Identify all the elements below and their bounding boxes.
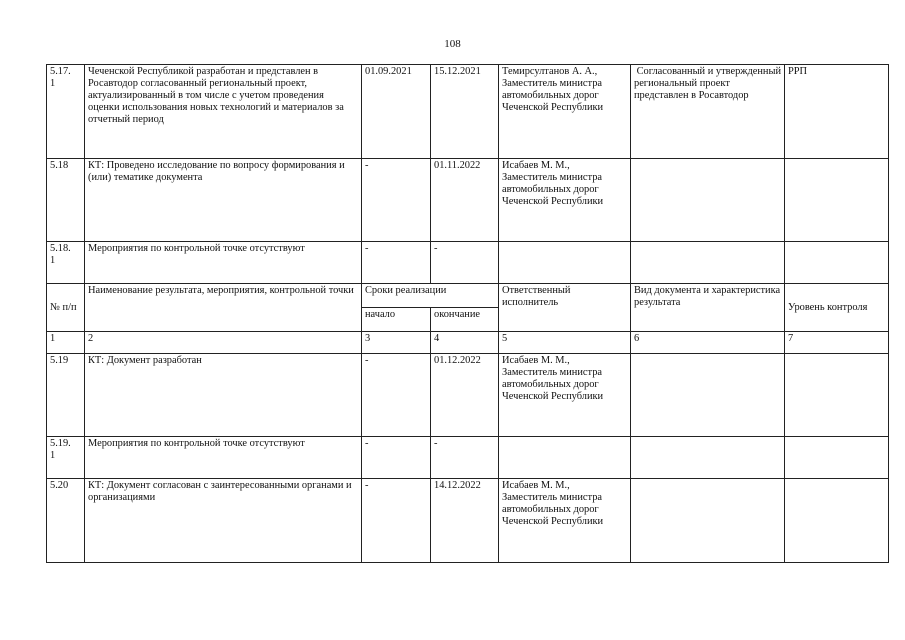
row-number: 5.20 bbox=[47, 479, 85, 563]
row-name: КТ: Проведено исследование по вопросу формирования и (или) тематике документа bbox=[85, 159, 362, 242]
column-number: 3 bbox=[362, 332, 431, 354]
row-name: Мероприятия по контрольной точке отсутствуют bbox=[85, 242, 362, 284]
row-level bbox=[785, 479, 889, 563]
row-level bbox=[785, 354, 889, 437]
row-end: - bbox=[431, 437, 499, 479]
row-document bbox=[631, 159, 785, 242]
header-start: начало bbox=[362, 308, 431, 332]
row-number: 5.19. 1 bbox=[47, 437, 85, 479]
column-number: 4 bbox=[431, 332, 499, 354]
row-end: 14.12.2022 bbox=[431, 479, 499, 563]
row-document bbox=[631, 437, 785, 479]
table-row bbox=[47, 242, 889, 284]
table-row bbox=[47, 437, 889, 479]
row-end: 15.12.2021 bbox=[431, 65, 499, 159]
header-level: Уровень контроля bbox=[785, 284, 889, 332]
row-start: - bbox=[362, 479, 431, 563]
row-responsible: Темирсултанов А. А., Заместитель министра автомобильных дорог Чеченской Республики bbox=[499, 65, 631, 159]
row-responsible bbox=[499, 242, 631, 284]
row-number: 5.17. 1 bbox=[47, 65, 85, 159]
document-table bbox=[46, 64, 889, 563]
column-number: 5 bbox=[499, 332, 631, 354]
row-end: 01.12.2022 bbox=[431, 354, 499, 437]
header-number: № п/п bbox=[47, 284, 85, 332]
header-document: Вид документа и характеристика результата bbox=[631, 284, 785, 332]
header-terms: Сроки реализации bbox=[362, 284, 499, 308]
column-number: 7 bbox=[785, 332, 889, 354]
column-numbers-row bbox=[47, 332, 889, 354]
row-responsible: Исабаев М. М., Заместитель министра автомобильных дорог Чеченской Республики bbox=[499, 354, 631, 437]
row-start: - bbox=[362, 242, 431, 284]
row-level bbox=[785, 159, 889, 242]
header-end: окончание bbox=[431, 308, 499, 332]
row-document bbox=[631, 354, 785, 437]
table-row bbox=[47, 479, 889, 563]
row-document: Согласованный и утвержденный региональный проект представлен в Росавтодор bbox=[631, 65, 785, 159]
row-responsible: Исабаев М. М., Заместитель министра автомобильных дорог Чеченской Республики bbox=[499, 159, 631, 242]
row-level bbox=[785, 437, 889, 479]
page-number: 108 bbox=[444, 38, 461, 50]
row-end: 01.11.2022 bbox=[431, 159, 499, 242]
row-level: РРП bbox=[785, 65, 889, 159]
column-number: 6 bbox=[631, 332, 785, 354]
row-name: КТ: Документ разработан bbox=[85, 354, 362, 437]
row-number: 5.19 bbox=[47, 354, 85, 437]
table-row bbox=[47, 65, 889, 159]
row-number: 5.18 bbox=[47, 159, 85, 242]
row-document bbox=[631, 479, 785, 563]
column-number: 1 bbox=[47, 332, 85, 354]
table-header-row bbox=[47, 284, 889, 308]
row-name: Мероприятия по контрольной точке отсутствуют bbox=[85, 437, 362, 479]
table-row bbox=[47, 354, 889, 437]
column-number: 2 bbox=[85, 332, 362, 354]
row-start: - bbox=[362, 354, 431, 437]
row-start: - bbox=[362, 159, 431, 242]
row-document bbox=[631, 242, 785, 284]
row-responsible: Исабаев М. М., Заместитель министра автомобильных дорог Чеченской Республики bbox=[499, 479, 631, 563]
table-row bbox=[47, 159, 889, 242]
row-number: 5.18. 1 bbox=[47, 242, 85, 284]
row-start: 01.09.2021 bbox=[362, 65, 431, 159]
header-name: Наименование результата, мероприятия, контрольной точки bbox=[85, 284, 362, 332]
row-name: Чеченской Республикой разработан и представлен в Росавтодор согласованный региональный проект, актуализированный в том числе с учетом проведения оценки использования новых технологий и материалов за отчетный период bbox=[85, 65, 362, 159]
row-responsible bbox=[499, 437, 631, 479]
row-name: КТ: Документ согласован с заинтересованными органами и организациями bbox=[85, 479, 362, 563]
header-responsible: Ответственный исполнитель bbox=[499, 284, 631, 332]
row-start: - bbox=[362, 437, 431, 479]
row-end: - bbox=[431, 242, 499, 284]
row-level bbox=[785, 242, 889, 284]
